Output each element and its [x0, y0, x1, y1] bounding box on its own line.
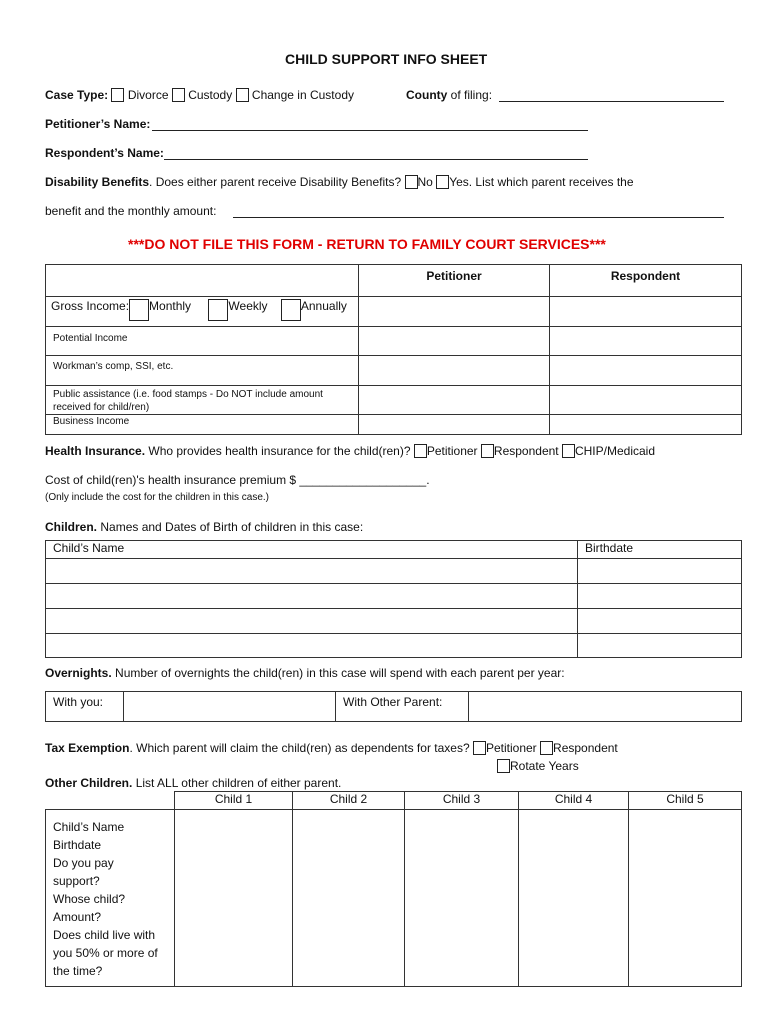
county-label-rest: of filing:: [450, 88, 493, 102]
overnights-row: [46, 692, 742, 722]
children-header-row: [46, 541, 742, 559]
premium-cost-field[interactable]: Cost of child(ren)'s health insurance premium $ ___________________.: [45, 473, 430, 487]
rotate-years-row: [497, 759, 579, 773]
income-header-blank: [46, 265, 359, 297]
workmans-comp-row: [46, 356, 742, 386]
other-children-row-labels: [46, 810, 175, 987]
with-other-parent-field[interactable]: [469, 692, 742, 722]
gross-income-petitioner-cell[interactable]: [359, 297, 550, 327]
col-child-5: Child 5: [629, 792, 742, 810]
custody-option-label: Custody: [188, 88, 233, 102]
public-assistance-petitioner-cell[interactable]: [359, 386, 550, 415]
gross-income-row: [46, 297, 742, 327]
gross-income-cell: [46, 297, 359, 327]
monthly-label: Monthly: [149, 299, 192, 313]
public-assistance-label: Public assistance (i.e. food stamps - Do NOT include amount received for child/ren): [46, 386, 359, 415]
health-chip-label: CHIP/Medicaid: [574, 444, 655, 458]
disability-row: [45, 175, 634, 189]
workmans-comp-respondent-cell[interactable]: [550, 356, 742, 386]
health-insurance-label: Health Insurance.: [45, 444, 146, 458]
workmans-comp-label: Workman’s comp, SSI, etc.: [46, 356, 359, 386]
child-birthdate-cell[interactable]: [578, 634, 742, 658]
income-header-petitioner: Petitioner: [359, 265, 550, 297]
health-insurance-row: [45, 444, 655, 458]
disability-yes-label: Yes. List which parent receives the: [449, 175, 634, 189]
overnights-heading: [45, 666, 565, 680]
other-children-body-row: [46, 810, 742, 987]
business-income-respondent-cell[interactable]: [550, 415, 742, 435]
warning-banner: ***DO NOT FILE THIS FORM - RETURN TO FAMILY COURT SERVICES***: [128, 236, 606, 252]
income-table: [45, 264, 742, 435]
annually-label: Annually: [300, 299, 347, 313]
form-title: CHILD SUPPORT INFO SHEET: [285, 51, 488, 67]
health-respondent-checkbox[interactable]: [481, 444, 494, 458]
children-text: Names and Dates of Birth of children in this case:: [100, 520, 364, 534]
table-row: [46, 559, 742, 584]
disability-question: . Does either parent receive Disability Benefits?: [149, 175, 402, 189]
divorce-checkbox[interactable]: [111, 88, 124, 102]
other-children-text: List ALL other children of either parent.: [135, 776, 342, 790]
case-type-label: Case Type:: [45, 88, 109, 102]
row-label-childs-name: Child’s Name: [53, 820, 125, 834]
income-header-row: [46, 265, 742, 297]
row-label-amount: Amount?: [53, 910, 102, 924]
county-field[interactable]: [499, 101, 724, 102]
case-type-row: [45, 88, 354, 102]
divorce-option-label: Divorce: [127, 88, 169, 102]
petitioner-name-field[interactable]: [152, 130, 588, 131]
tax-respondent-label: Respondent: [553, 741, 618, 755]
tax-petitioner-label: Petitioner: [485, 741, 537, 755]
gross-income-respondent-cell[interactable]: [550, 297, 742, 327]
children-label: Children.: [45, 520, 98, 534]
weekly-label: Weekly: [228, 299, 268, 313]
child-name-cell[interactable]: [46, 634, 578, 658]
row-label-pay-support: Do you pay support?: [53, 856, 114, 888]
monthly-checkbox[interactable]: [129, 299, 149, 321]
col-child-1: Child 1: [175, 792, 293, 810]
gross-income-label: Gross Income:: [51, 299, 130, 313]
other-children-table: [45, 791, 742, 987]
overnights-text: Number of overnights the child(ren) in this case will spend with each parent per year:: [115, 666, 565, 680]
disability-no-checkbox[interactable]: [405, 175, 418, 189]
custody-checkbox[interactable]: [172, 88, 185, 102]
disability-label: Disability Benefits: [45, 175, 150, 189]
business-income-label: Business Income: [46, 415, 359, 435]
col-child-3: Child 3: [405, 792, 519, 810]
potential-income-respondent-cell[interactable]: [550, 327, 742, 356]
child-name-cell[interactable]: [46, 584, 578, 609]
premium-note: (Only include the cost for the children in this case.): [45, 492, 269, 503]
potential-income-row: [46, 327, 742, 356]
county-label: [406, 88, 492, 102]
respondent-name-label: Respondent’s Name:: [45, 146, 164, 160]
with-you-label: With you:: [46, 692, 124, 722]
child-4-field[interactable]: [519, 810, 629, 987]
col-child-4: Child 4: [519, 792, 629, 810]
change-in-custody-option-label: Change in Custody: [251, 88, 354, 102]
disability-no-label: No: [417, 175, 433, 189]
row-label-lives-with-you: Does child live with you 50% or more of the time?: [53, 928, 158, 978]
tax-exemption-row: [45, 741, 618, 755]
health-petitioner-label: Petitioner: [426, 444, 478, 458]
child-5-field[interactable]: [629, 810, 742, 987]
change-in-custody-checkbox[interactable]: [236, 88, 249, 102]
health-petitioner-checkbox[interactable]: [414, 444, 427, 458]
child-name-cell[interactable]: [46, 609, 578, 634]
public-assistance-respondent-cell[interactable]: [550, 386, 742, 415]
other-children-heading: [45, 776, 341, 790]
potential-income-label: Potential Income: [46, 327, 359, 356]
overnights-table: [45, 691, 742, 722]
children-table: [45, 540, 742, 658]
child-name-cell[interactable]: [46, 559, 578, 584]
children-heading: [45, 520, 363, 534]
table-row: [46, 584, 742, 609]
other-children-label: Other Children.: [45, 776, 133, 790]
with-you-field[interactable]: [124, 692, 336, 722]
row-label-birthdate: Birthdate: [53, 838, 102, 852]
tax-exemption-label: Tax Exemption: [45, 741, 130, 755]
disability-amount-field[interactable]: [233, 217, 724, 218]
table-row: [46, 609, 742, 634]
workmans-comp-petitioner-cell[interactable]: [359, 356, 550, 386]
weekly-checkbox[interactable]: [208, 299, 228, 321]
business-income-row: [46, 415, 742, 435]
row-label-whose-child: Whose child?: [53, 892, 126, 906]
tax-exemption-text: . Which parent will claim the child(ren) as dependents for taxes?: [129, 741, 470, 755]
overnights-label: Overnights.: [45, 666, 112, 680]
child-3-field[interactable]: [405, 810, 519, 987]
respondent-name-field[interactable]: [164, 159, 588, 160]
with-other-parent-label: With Other Parent:: [336, 692, 469, 722]
child-2-field[interactable]: [293, 810, 405, 987]
petitioner-name-label: Petitioner’s Name:: [45, 117, 151, 131]
rotate-years-checkbox[interactable]: [497, 759, 510, 773]
child-birthdate-cell[interactable]: [578, 559, 742, 584]
disability-line2: benefit and the monthly amount:: [45, 204, 217, 218]
health-respondent-label: Respondent: [493, 444, 559, 458]
income-header-respondent: Respondent: [550, 265, 742, 297]
health-insurance-question: Who provides health insurance for the child(ren)?: [148, 444, 411, 458]
health-chip-checkbox[interactable]: [562, 444, 575, 458]
county-label-bold: County: [406, 88, 448, 102]
table-row: [46, 634, 742, 658]
children-header-birthdate: Birthdate: [578, 541, 742, 559]
tax-petitioner-checkbox[interactable]: [473, 741, 486, 755]
children-header-name: Child’s Name: [46, 541, 578, 559]
business-income-petitioner-cell[interactable]: [359, 415, 550, 435]
col-child-2: Child 2: [293, 792, 405, 810]
other-children-header-blank: [46, 792, 175, 810]
rotate-years-label: Rotate Years: [510, 759, 579, 773]
disability-yes-checkbox[interactable]: [436, 175, 449, 189]
potential-income-petitioner-cell[interactable]: [359, 327, 550, 356]
other-children-header-row: [46, 792, 742, 810]
child-birthdate-cell[interactable]: [578, 584, 742, 609]
tax-respondent-checkbox[interactable]: [540, 741, 553, 755]
child-1-field[interactable]: [175, 810, 293, 987]
public-assistance-row: [46, 386, 742, 415]
child-birthdate-cell[interactable]: [578, 609, 742, 634]
annually-checkbox[interactable]: [281, 299, 301, 321]
